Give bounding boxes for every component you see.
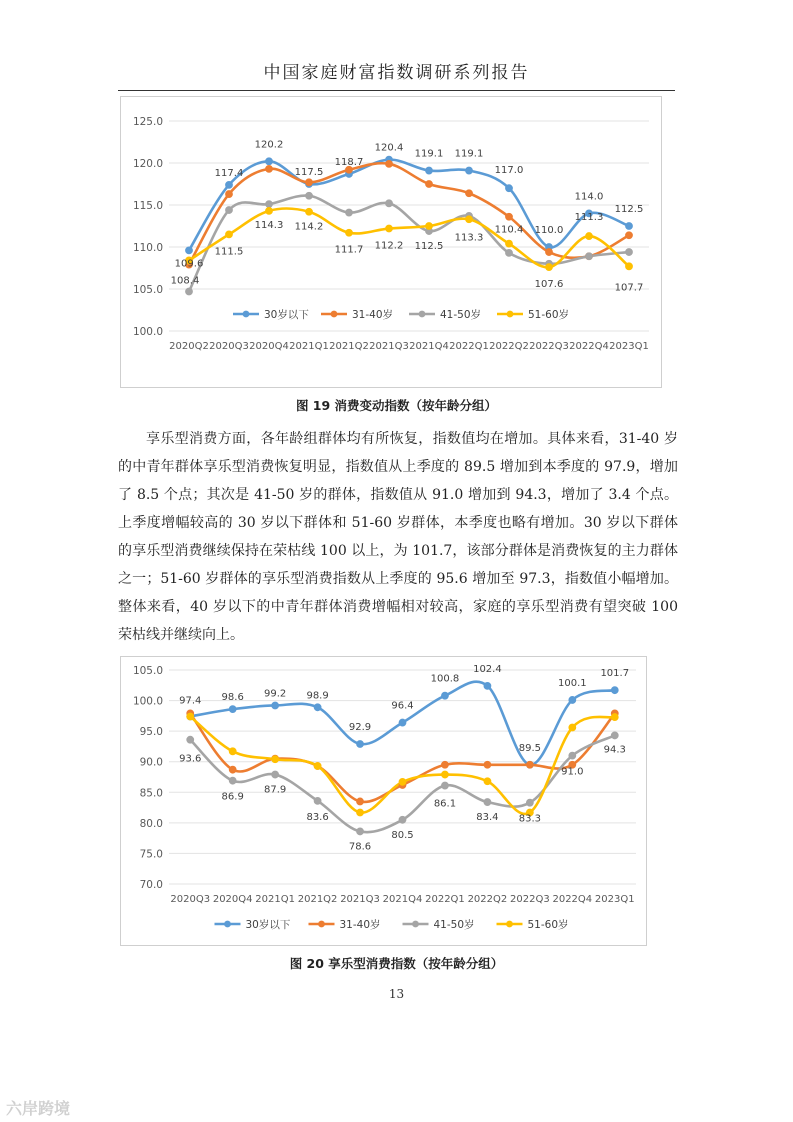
data-label: 109.6 xyxy=(174,258,204,270)
x-tick-label: 2022Q4 xyxy=(569,341,609,352)
legend-label: 41-50岁 xyxy=(440,309,482,321)
y-tick-label: 125.0 xyxy=(132,116,163,128)
data-label: 112.5 xyxy=(414,241,444,252)
data-point-41-50岁 xyxy=(186,288,193,295)
x-tick-label: 2022Q3 xyxy=(529,341,569,352)
data-point-30岁以下 xyxy=(506,185,513,192)
header-divider xyxy=(118,90,675,91)
data-point-41-50岁 xyxy=(626,249,633,256)
data-point-41-50岁 xyxy=(306,192,313,199)
data-label: 91.0 xyxy=(561,766,584,778)
data-point-41-50岁 xyxy=(586,253,593,260)
chart-hedonic-consumption-index xyxy=(120,656,647,946)
chart1-svg xyxy=(121,97,661,387)
x-tick-label: 2022Q1 xyxy=(425,894,465,905)
x-tick-label: 2021Q4 xyxy=(382,894,423,905)
data-label: 120.2 xyxy=(254,139,284,151)
data-label: 97.4 xyxy=(179,695,202,707)
x-tick-label: 2022Q2 xyxy=(467,894,508,905)
y-tick-label: 100.0 xyxy=(132,695,163,708)
data-point-30岁以下 xyxy=(266,158,273,165)
data-point-51-60岁 xyxy=(229,748,236,755)
data-point-30岁以下 xyxy=(186,247,193,254)
data-point-31-40岁 xyxy=(386,160,393,167)
data-label: 111.7 xyxy=(334,244,364,256)
data-label: 100.8 xyxy=(430,673,460,685)
data-point-30岁以下 xyxy=(611,687,618,694)
x-tick-label: 2021Q2 xyxy=(297,894,338,905)
data-point-31-40岁 xyxy=(626,232,633,239)
data-label: 98.6 xyxy=(221,692,244,704)
data-label: 114.2 xyxy=(294,221,324,233)
y-tick-label: 75.0 xyxy=(139,848,163,861)
data-point-30岁以下 xyxy=(484,682,491,689)
x-tick-label: 2020Q3 xyxy=(209,341,249,352)
data-label: 119.1 xyxy=(414,148,444,160)
data-point-41-50岁 xyxy=(569,752,576,759)
data-label: 83.3 xyxy=(518,813,541,825)
x-tick-label: 2022Q1 xyxy=(449,341,489,352)
data-point-31-40岁 xyxy=(226,191,233,198)
legend-marker-31-40岁 xyxy=(318,921,325,928)
y-tick-label: 70.0 xyxy=(139,879,163,891)
watermark-logo: 六岸跨境 xyxy=(6,1099,71,1118)
y-tick-label: 95.0 xyxy=(139,726,163,739)
data-point-41-50岁 xyxy=(266,201,273,208)
x-tick-label: 2023Q1 xyxy=(609,341,649,352)
data-point-41-50岁 xyxy=(484,799,491,806)
legend-label: 30岁以下 xyxy=(245,919,291,931)
data-label: 107.7 xyxy=(614,282,644,294)
data-label: 117.4 xyxy=(214,167,244,179)
data-label: 111.3 xyxy=(574,212,604,224)
y-tick-label: 100.0 xyxy=(132,326,163,338)
y-tick-label: 90.0 xyxy=(139,756,163,769)
legend-label: 31-40岁 xyxy=(352,309,394,321)
data-point-51-60岁 xyxy=(442,771,449,778)
data-point-31-40岁 xyxy=(484,761,491,768)
data-point-41-50岁 xyxy=(314,797,321,804)
legend-marker-41-50岁 xyxy=(412,921,419,928)
x-tick-label: 2021Q4 xyxy=(409,341,449,352)
legend-label: 30岁以下 xyxy=(264,309,309,321)
data-point-30岁以下 xyxy=(314,704,321,711)
data-label: 111.5 xyxy=(214,246,244,258)
data-point-31-40岁 xyxy=(466,190,473,197)
data-label: 110.0 xyxy=(534,225,564,236)
data-label: 87.9 xyxy=(264,784,287,796)
x-tick-label: 2020Q3 xyxy=(170,894,211,905)
legend-marker-30岁以下 xyxy=(224,921,231,928)
y-tick-label: 110.0 xyxy=(132,242,163,254)
data-label: 114.3 xyxy=(254,219,284,231)
y-tick-label: 80.0 xyxy=(139,817,163,830)
data-point-41-50岁 xyxy=(187,736,194,743)
data-label: 93.6 xyxy=(179,753,202,765)
data-label: 98.9 xyxy=(306,690,329,702)
data-point-51-60岁 xyxy=(272,756,279,763)
data-point-51-60岁 xyxy=(484,778,491,785)
x-tick-label: 2023Q1 xyxy=(594,894,635,905)
data-label: 86.1 xyxy=(433,798,457,810)
data-point-30岁以下 xyxy=(229,706,236,713)
data-label: 100.1 xyxy=(557,677,587,689)
data-point-30岁以下 xyxy=(569,697,576,704)
data-label: 118.7 xyxy=(334,156,364,168)
data-label: 102.4 xyxy=(473,663,502,675)
x-tick-label: 2022Q3 xyxy=(510,894,550,905)
x-tick-label: 2021Q1 xyxy=(255,894,295,905)
legend-label: 41-50岁 xyxy=(433,919,475,931)
data-point-41-50岁 xyxy=(226,207,233,214)
y-tick-label: 105.0 xyxy=(132,284,163,296)
report-header-title: 中国家庭财富指数调研系列报告 xyxy=(263,63,530,83)
data-point-41-50岁 xyxy=(272,771,279,778)
series-line-31-40岁 xyxy=(189,163,629,264)
data-label: 114.0 xyxy=(574,191,604,203)
data-point-30岁以下 xyxy=(442,692,449,699)
data-point-51-60岁 xyxy=(266,207,273,214)
data-point-31-40岁 xyxy=(426,181,433,188)
data-label: 120.4 xyxy=(374,142,404,154)
legend-marker-51-60岁 xyxy=(506,921,513,928)
data-label: 99.2 xyxy=(264,688,287,700)
data-label: 80.5 xyxy=(391,829,414,841)
data-point-41-50岁 xyxy=(386,200,393,207)
legend-marker-30岁以下 xyxy=(243,311,250,318)
legend-marker-51-60岁 xyxy=(507,311,514,318)
page-number: 13 xyxy=(388,987,405,1001)
data-point-30岁以下 xyxy=(357,741,364,748)
data-point-31-40岁 xyxy=(306,179,313,186)
data-point-41-50岁 xyxy=(526,799,533,806)
chart-consumption-change-index xyxy=(120,96,662,388)
data-point-41-50岁 xyxy=(346,209,353,216)
body-paragraph: 享乐型消费方面，各年龄组群体均有所恢复，指数值均在增加。具体来看，31-40 岁的中青年群体享乐型消费恢复明显，指数值从上季度的 89.5 增加到本季度的 97.9，增加了 8.5 个点；其次是 41-50 岁的群体，指数值从 91.0 增加到 94.3，增加了 3.4 个点。上季度增幅较高的 30 岁以下群体和 51-60 岁群体，本季度也略有增加。30 岁以下群体的享乐型消费继续保持在荣枯线 100 以上，为 101.7，该部分群体是消费恢复的主力群体之一；51-60 岁群体的享乐型消费指数从上季度的 95.6 增加至 97.3，指数值小幅增加。整体来看，40 岁以下的中青年群体消费增幅相对较高，家庭的享乐型消费有望突破 100 荣枯线并继续向上。 xyxy=(118,431,678,643)
figure-20-caption: 图 20 享乐型消费指数（按年龄分组） xyxy=(289,956,504,971)
data-label: 101.7 xyxy=(600,668,630,680)
data-point-51-60岁 xyxy=(314,763,321,770)
x-tick-label: 2020Q2 xyxy=(169,341,209,352)
data-label: 113.3 xyxy=(454,232,484,244)
data-label: 117.5 xyxy=(294,167,324,178)
x-tick-label: 2021Q3 xyxy=(340,894,380,905)
data-point-41-50岁 xyxy=(506,249,513,256)
data-point-30岁以下 xyxy=(226,181,233,188)
data-label: 112.5 xyxy=(614,204,644,215)
y-tick-label: 105.0 xyxy=(132,665,163,677)
x-tick-label: 2020Q4 xyxy=(249,341,289,352)
data-label: 96.4 xyxy=(391,700,414,712)
data-point-41-50岁 xyxy=(357,828,364,835)
data-point-41-50岁 xyxy=(611,732,618,739)
data-point-31-40岁 xyxy=(526,761,533,768)
data-label: 78.6 xyxy=(348,841,372,853)
data-label: 119.1 xyxy=(454,148,484,160)
data-point-31-40岁 xyxy=(357,798,364,805)
data-point-31-40岁 xyxy=(442,761,449,768)
data-point-51-60岁 xyxy=(569,724,576,731)
data-label: 94.3 xyxy=(603,744,626,756)
data-label: 89.5 xyxy=(518,742,541,754)
data-label: 83.6 xyxy=(306,811,329,823)
data-point-51-60岁 xyxy=(306,208,313,215)
x-tick-label: 2021Q1 xyxy=(289,341,329,352)
y-tick-label: 120.0 xyxy=(132,158,163,170)
data-point-31-40岁 xyxy=(266,165,273,172)
data-label: 108.4 xyxy=(170,275,200,287)
data-label: 92.9 xyxy=(348,721,372,733)
data-point-51-60岁 xyxy=(586,233,593,240)
x-tick-label: 2021Q2 xyxy=(329,341,369,352)
data-point-51-60岁 xyxy=(346,229,353,236)
data-point-30岁以下 xyxy=(272,702,279,709)
data-point-51-60岁 xyxy=(546,264,553,271)
data-point-51-60岁 xyxy=(226,231,233,238)
data-point-41-50岁 xyxy=(442,782,449,789)
data-label: 110.4 xyxy=(494,224,524,236)
data-point-41-50岁 xyxy=(229,777,236,784)
data-label: 107.6 xyxy=(534,279,564,291)
data-point-30岁以下 xyxy=(426,167,433,174)
data-point-30岁以下 xyxy=(466,167,473,174)
data-point-41-50岁 xyxy=(399,816,406,823)
figure-19-caption: 图 19 消费变动指数（按年龄分组） xyxy=(295,398,498,413)
legend-label: 51-60岁 xyxy=(528,309,570,321)
legend-marker-41-50岁 xyxy=(419,311,426,318)
legend-label: 31-40岁 xyxy=(339,919,381,931)
data-point-51-60岁 xyxy=(466,216,473,223)
data-point-51-60岁 xyxy=(386,225,393,232)
data-point-51-60岁 xyxy=(187,713,194,720)
x-tick-label: 2020Q4 xyxy=(212,894,253,905)
data-point-51-60岁 xyxy=(626,263,633,270)
data-point-51-60岁 xyxy=(399,778,406,785)
x-tick-label: 2022Q4 xyxy=(552,894,593,905)
data-point-51-60岁 xyxy=(611,714,618,721)
legend-label: 51-60岁 xyxy=(527,919,569,931)
y-tick-label: 115.0 xyxy=(132,200,163,212)
series-line-41-50岁 xyxy=(189,196,629,292)
data-point-51-60岁 xyxy=(357,809,364,816)
data-label: 117.0 xyxy=(494,165,524,177)
chart2-svg xyxy=(121,657,646,945)
data-label: 86.9 xyxy=(221,791,244,803)
data-label: 112.2 xyxy=(374,240,404,252)
data-point-51-60岁 xyxy=(426,223,433,230)
data-point-51-60岁 xyxy=(506,240,513,247)
legend-marker-31-40岁 xyxy=(331,311,338,318)
data-point-30岁以下 xyxy=(626,223,633,230)
data-point-31-40岁 xyxy=(229,766,236,773)
data-point-31-40岁 xyxy=(506,213,513,220)
data-point-30岁以下 xyxy=(399,719,406,726)
x-tick-label: 2021Q3 xyxy=(369,341,409,352)
data-label: 83.4 xyxy=(476,812,499,824)
x-tick-label: 2022Q2 xyxy=(489,341,529,352)
data-point-31-40岁 xyxy=(546,249,553,256)
y-tick-label: 85.0 xyxy=(139,787,163,800)
